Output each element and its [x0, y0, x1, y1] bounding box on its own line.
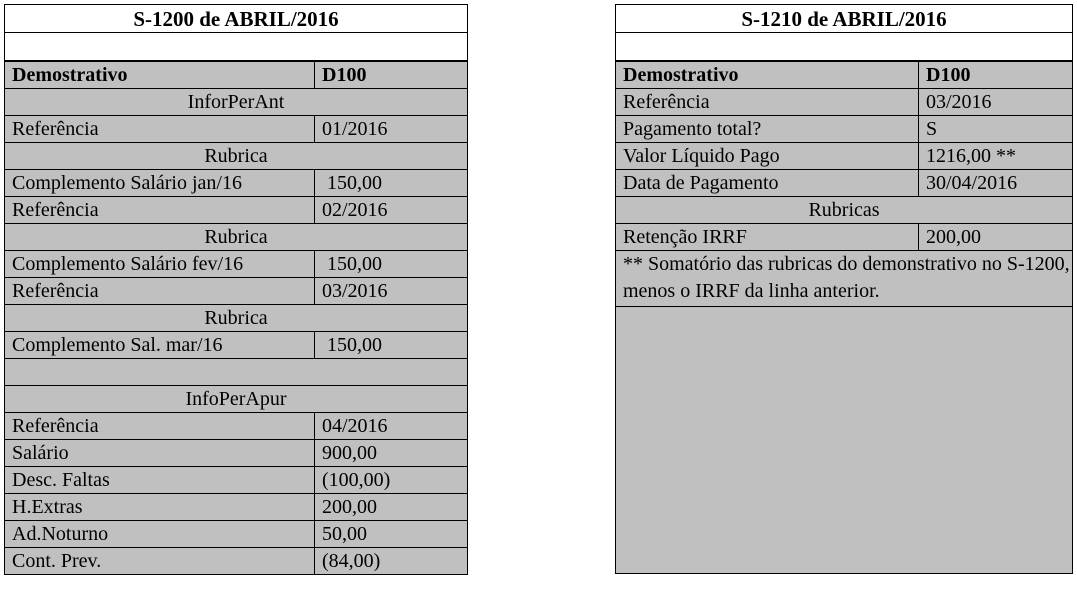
blank-row	[4, 33, 468, 61]
section-label	[5, 359, 468, 386]
section-label: Rubricas	[616, 197, 1073, 224]
table-row	[5, 197, 468, 224]
row-value: (84,00)	[315, 548, 468, 575]
section-row	[5, 143, 468, 170]
table-row	[616, 89, 1073, 116]
section-label: Rubrica	[5, 224, 468, 251]
table-row	[5, 548, 468, 575]
row-label: Referência	[616, 89, 919, 116]
section-label: InfoPerApur	[5, 386, 468, 413]
row-label: Complemento Sal. mar/16	[5, 332, 315, 359]
s1210-panel	[615, 4, 1073, 574]
table-row	[5, 116, 468, 143]
table-row	[616, 116, 1073, 143]
row-value: 150,00	[315, 170, 468, 197]
row-label: Complemento Salário jan/16	[5, 170, 315, 197]
header-d100: D100	[315, 62, 468, 89]
row-value: 03/2016	[315, 278, 468, 305]
s1210-table	[615, 61, 1073, 307]
row-value: 200,00	[315, 494, 468, 521]
row-label: Ad.Noturno	[5, 521, 315, 548]
table-row	[5, 467, 468, 494]
row-value: 01/2016	[315, 116, 468, 143]
s1200-panel	[4, 4, 468, 575]
note-row	[616, 251, 1073, 307]
row-label: H.Extras	[5, 494, 315, 521]
table-header-row	[5, 62, 468, 89]
table-row	[5, 440, 468, 467]
header-demostrativo: Demostrativo	[616, 62, 919, 89]
s1210-title: S-1210 de ABRIL/2016	[615, 4, 1073, 33]
row-value: 150,00	[315, 332, 468, 359]
table-header-row	[616, 62, 1073, 89]
section-row	[5, 305, 468, 332]
header-demostrativo: Demostrativo	[5, 62, 315, 89]
row-label: Desc. Faltas	[5, 467, 315, 494]
table-row	[5, 494, 468, 521]
row-value: 03/2016	[919, 89, 1073, 116]
row-value: 1216,00 **	[919, 143, 1073, 170]
row-value: 04/2016	[315, 413, 468, 440]
row-label: Pagamento total?	[616, 116, 919, 143]
footnote-text: ** Somatório das rubricas do demonstrativo no S-1200, menos o IRRF da linha anterior.	[616, 251, 1073, 307]
table-row	[616, 143, 1073, 170]
row-label: Complemento Salário fev/16	[5, 251, 315, 278]
section-label: Rubrica	[5, 305, 468, 332]
section-label: InforPerAnt	[5, 89, 468, 116]
row-label: Retenção IRRF	[616, 224, 919, 251]
table-row	[5, 413, 468, 440]
table-row	[5, 251, 468, 278]
table-row	[5, 170, 468, 197]
row-value: (100,00)	[315, 467, 468, 494]
s1200-table	[4, 61, 468, 575]
empty-gray-area	[615, 307, 1073, 574]
row-label: Referência	[5, 197, 315, 224]
row-label: Valor Líquido Pago	[616, 143, 919, 170]
row-label: Referência	[5, 116, 315, 143]
blank-row	[615, 33, 1073, 61]
table-row	[5, 521, 468, 548]
section-row	[616, 197, 1073, 224]
section-row	[5, 89, 468, 116]
section-row	[5, 359, 468, 386]
row-label: Referência	[5, 278, 315, 305]
row-value: 50,00	[315, 521, 468, 548]
table-row	[616, 170, 1073, 197]
table-row	[5, 278, 468, 305]
section-row	[5, 386, 468, 413]
header-d100: D100	[919, 62, 1073, 89]
section-row	[5, 224, 468, 251]
row-value: 900,00	[315, 440, 468, 467]
s1200-title: S-1200 de ABRIL/2016	[4, 4, 468, 33]
row-value: 150,00	[315, 251, 468, 278]
row-value: 30/04/2016	[919, 170, 1073, 197]
row-value: 02/2016	[315, 197, 468, 224]
row-label: Salário	[5, 440, 315, 467]
row-label: Cont. Prev.	[5, 548, 315, 575]
row-value: S	[919, 116, 1073, 143]
row-label: Data de Pagamento	[616, 170, 919, 197]
table-row	[616, 224, 1073, 251]
table-row	[5, 332, 468, 359]
row-value: 200,00	[919, 224, 1073, 251]
row-label: Referência	[5, 413, 315, 440]
section-label: Rubrica	[5, 143, 468, 170]
